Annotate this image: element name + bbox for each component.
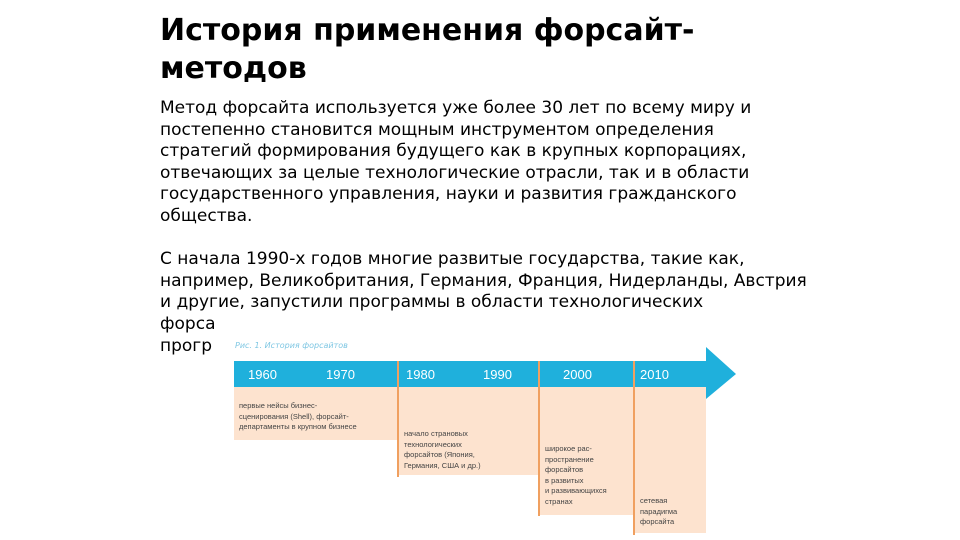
year-label: 2010	[640, 367, 669, 382]
paragraph-2-line-2: и другие, запустили программы в области технологических	[160, 292, 704, 313]
period-note-2000s: широкое рас- пространение форсайтов в развитых и развивающихся странах	[545, 444, 607, 506]
divider-2010	[633, 361, 635, 535]
period-note-1960s: первые нейсы бизнес- сценирования (Shell), форсайт- департаменты в крупном бизнесе	[239, 401, 357, 431]
foresight-history-figure	[234, 340, 738, 536]
divider-1980	[397, 361, 399, 477]
year-label: 2000	[563, 367, 592, 382]
divider-2000	[538, 361, 540, 516]
paragraph-2-line-4: прогр	[160, 335, 213, 356]
year-label: 1980	[406, 367, 435, 382]
period-note-1980s: начало страновых технологических форсайтов (Япония, Германия, США и др.)	[404, 429, 481, 470]
figure-caption: Рис. 1. История форсайтов	[235, 341, 348, 350]
slide-title: История применения форсайт-методов	[160, 13, 695, 86]
period-note-2010s: сетевая парадигма форсайта	[640, 496, 678, 526]
paragraph-1: Метод форсайта используется уже более 30 лет по всему миру и постепенно становится мощным инструментом определения стратегий формирования будущего как в крупных корпорациях, отвечающих за целые технологические отрасли, так и в области государственного управления, науки и развития гражданского общества.	[160, 98, 752, 226]
paragraph-2-line-3: форса	[160, 313, 216, 334]
year-label: 1970	[326, 367, 355, 382]
year-label: 1960	[248, 367, 277, 382]
slide-body	[160, 98, 810, 357]
paragraph-gap	[160, 228, 810, 250]
year-label: 1990	[483, 367, 512, 382]
paragraph-2-line-1: С начала 1990-х годов многие развитые государства, такие как, например, Великобритания, Германия, Франция, Нидерланды, Австрия	[160, 249, 807, 291]
